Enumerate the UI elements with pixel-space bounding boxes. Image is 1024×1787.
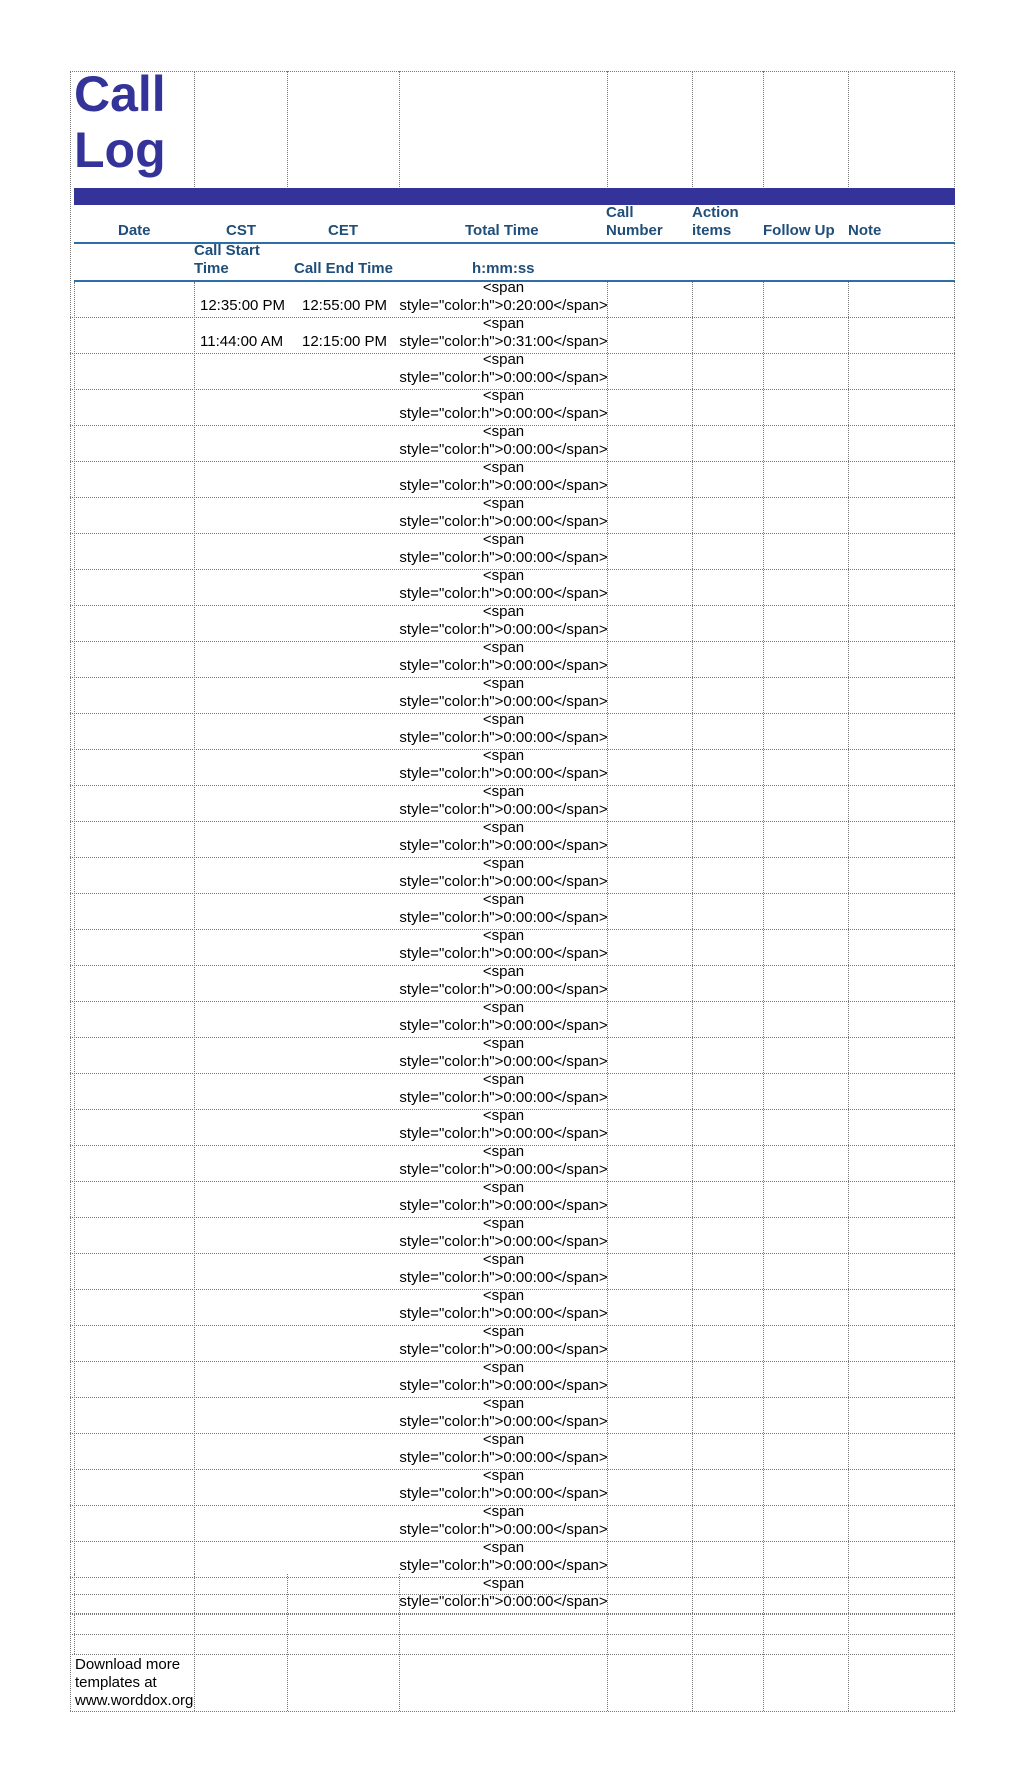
grid-line: [70, 1614, 955, 1615]
total-time-line1: <span: [482, 675, 525, 692]
total-time-line2: style="color:h">0:00:00</span>: [399, 1053, 608, 1070]
total-time-line1: <span: [482, 1503, 525, 1520]
total-time-line2: style="color:h">0:00:00</span>: [399, 1089, 608, 1106]
date-cell[interactable]: [74, 857, 194, 893]
col-subheader-call-end: Call End Time: [294, 260, 393, 277]
date-cell[interactable]: [74, 713, 194, 749]
date-cell[interactable]: [74, 533, 194, 569]
total-time-line2: style="color:h">0:00:00</span>: [399, 441, 608, 458]
col-header-call-number: Call Number: [606, 204, 663, 239]
total-time-line1: <span: [482, 1359, 525, 1376]
col-header-total-time: Total Time: [465, 222, 539, 239]
total-time-cell: [399, 675, 608, 711]
table-row: [70, 1469, 955, 1506]
table-row: [70, 785, 955, 822]
total-time-cell: [399, 1107, 608, 1143]
table-row: [70, 1577, 955, 1614]
total-time-cell: [399, 1503, 608, 1539]
total-time-line1: <span: [482, 891, 525, 908]
total-time-line2: style="color:h">0:00:00</span>: [399, 1269, 608, 1286]
call-start-time[interactable]: 12:35:00 PM: [200, 297, 286, 314]
total-time-line1: <span: [482, 1575, 525, 1592]
grid-line: [70, 1654, 955, 1655]
total-time-line1: <span: [482, 999, 525, 1016]
total-time-cell: [399, 639, 608, 675]
date-cell[interactable]: [74, 641, 194, 677]
total-time-cell: [399, 1143, 608, 1179]
grid-line: [287, 71, 288, 187]
total-time-cell: [399, 1431, 608, 1467]
date-cell[interactable]: [74, 1217, 194, 1253]
date-cell[interactable]: [74, 1001, 194, 1037]
total-time-line2: style="color:h">0:00:00</span>: [399, 1377, 608, 1394]
total-time-line1: <span: [482, 819, 525, 836]
grid-line: [70, 1711, 955, 1712]
total-time-cell: [399, 1035, 608, 1071]
table-row: [70, 1145, 955, 1182]
date-cell[interactable]: [74, 425, 194, 461]
total-time-cell: [399, 783, 608, 819]
total-time-cell: [399, 1215, 608, 1251]
date-cell[interactable]: [74, 1289, 194, 1325]
total-time-line1: <span: [482, 1179, 525, 1196]
table-row: [70, 965, 955, 1002]
date-cell[interactable]: [74, 1469, 194, 1505]
table-row: [70, 569, 955, 606]
total-time-cell: [399, 999, 608, 1035]
date-cell[interactable]: [74, 1073, 194, 1109]
table-row: [70, 281, 955, 318]
total-time-line2: style="color:h">0:00:00</span>: [399, 873, 608, 890]
grid-line: [399, 71, 400, 187]
grid-line: [194, 71, 195, 187]
table-row: [70, 353, 955, 390]
total-time-cell: [399, 1395, 608, 1431]
total-time-cell: [399, 351, 608, 387]
total-time-cell: [399, 567, 608, 603]
total-time-line2: style="color:h">0:00:00</span>: [399, 513, 608, 530]
total-time-line1: <span: [482, 1539, 525, 1556]
grid-line: [692, 71, 693, 187]
total-time-line2: style="color:h">0:00:00</span>: [399, 1233, 608, 1250]
total-time-cell: [399, 1575, 608, 1611]
total-time-line2: style="color:h">0:00:00</span>: [399, 621, 608, 638]
table-row: [70, 1397, 955, 1434]
total-time-line2: style="color:h">0:00:00</span>: [399, 765, 608, 782]
total-time-line2: style="color:h">0:00:00</span>: [399, 369, 608, 386]
grid-line: [70, 1594, 955, 1595]
total-time-cell: [399, 279, 608, 315]
date-cell[interactable]: [74, 1505, 194, 1541]
total-time-line1: <span: [482, 1071, 525, 1088]
date-cell[interactable]: [74, 893, 194, 929]
date-cell[interactable]: [74, 605, 194, 641]
total-time-line1: <span: [482, 495, 525, 512]
total-time-line1: <span: [482, 459, 525, 476]
total-time-line1: <span: [482, 1287, 525, 1304]
total-time-line1: <span: [482, 1215, 525, 1232]
total-time-line1: <span: [482, 927, 525, 944]
total-time-line2: style="color:h">0:00:00</span>: [399, 1125, 608, 1142]
table-row: [70, 821, 955, 858]
col-header-cet: CET: [328, 222, 358, 239]
call-start-time[interactable]: 11:44:00 AM: [200, 333, 284, 350]
total-time-line2: style="color:h">0:00:00</span>: [399, 981, 608, 998]
total-time-line2: style="color:h">0:00:00</span>: [399, 1305, 608, 1322]
table-row: [70, 317, 955, 354]
table-row: [70, 1505, 955, 1542]
total-time-line1: <span: [482, 567, 525, 584]
total-time-cell: [399, 747, 608, 783]
total-time-line2: style="color:h">0:00:00</span>: [399, 405, 608, 422]
total-time-line2: style="color:h">0:00:00</span>: [399, 1341, 608, 1358]
table-row: [70, 1217, 955, 1254]
total-time-line1: <span: [482, 423, 525, 440]
col-subheader-call-start: Call Start Time: [194, 242, 260, 277]
col-header-action-items: Action items: [692, 204, 739, 239]
total-time-line1: <span: [482, 855, 525, 872]
total-time-cell: [399, 711, 608, 747]
total-time-cell: [399, 1179, 608, 1215]
total-time-line2: style="color:h">0:00:00</span>: [399, 1485, 608, 1502]
grid-line: [70, 71, 955, 72]
table-row: [70, 533, 955, 570]
total-time-line1: <span: [482, 1143, 525, 1160]
table-row: [70, 605, 955, 642]
total-time-line1: <span: [482, 963, 525, 980]
date-cell[interactable]: [74, 785, 194, 821]
total-time-cell: [399, 1287, 608, 1323]
total-time-line1: <span: [482, 387, 525, 404]
total-time-cell: [399, 387, 608, 423]
table-row: [70, 1325, 955, 1362]
table-row: [70, 1433, 955, 1470]
date-cell[interactable]: [74, 677, 194, 713]
table-row: [70, 1361, 955, 1398]
grid-line: [607, 71, 608, 187]
total-time-cell: [399, 531, 608, 567]
total-time-cell: [399, 315, 608, 351]
total-time-cell: [399, 1359, 608, 1395]
footer-link-text: Download more templates at www.worddox.org: [75, 1656, 194, 1709]
call-end-time[interactable]: 12:15:00 PM: [302, 333, 388, 350]
total-time-line1: <span: [482, 1431, 525, 1448]
total-time-line2: style="color:h">0:00:00</span>: [399, 657, 608, 674]
date-cell[interactable]: [74, 1253, 194, 1289]
total-time-line1: <span: [482, 351, 525, 368]
date-cell[interactable]: [74, 1109, 194, 1145]
table-row: [70, 641, 955, 678]
date-cell[interactable]: [74, 1397, 194, 1433]
col-header-note: Note: [848, 222, 882, 239]
col-header-cst: CST: [226, 222, 256, 239]
total-time-line2: style="color:h">0:00:00</span>: [399, 1197, 608, 1214]
call-end-time[interactable]: 12:55:00 PM: [302, 297, 388, 314]
total-time-cell: [399, 819, 608, 855]
total-time-cell: [399, 927, 608, 963]
grid-line: [848, 71, 849, 187]
date-cell[interactable]: [74, 497, 194, 533]
grid-line: [70, 1634, 955, 1635]
total-time-cell: [399, 891, 608, 927]
table-row: [70, 1253, 955, 1290]
table-row: [70, 677, 955, 714]
date-cell[interactable]: [74, 1577, 194, 1613]
page-title: Call Log: [74, 66, 166, 178]
total-time-cell: [399, 855, 608, 891]
total-time-cell: [399, 1251, 608, 1287]
total-time-cell: [399, 1323, 608, 1359]
col-header-date: Date: [118, 222, 151, 239]
date-cell[interactable]: [74, 1433, 194, 1469]
total-time-cell: [399, 1467, 608, 1503]
date-cell[interactable]: [74, 281, 194, 317]
date-cell[interactable]: [74, 569, 194, 605]
table-row: [70, 1541, 955, 1578]
total-time-line2: style="color:h">0:00:00</span>: [399, 549, 608, 566]
date-cell[interactable]: [74, 1541, 194, 1577]
total-time-line2: style="color:h">0:00:00</span>: [399, 801, 608, 818]
total-time-line2: style="color:h">0:00:00</span>: [399, 1593, 608, 1610]
total-time-line1: <span: [482, 639, 525, 656]
total-time-line2: style="color:h">0:00:00</span>: [399, 693, 608, 710]
date-cell[interactable]: [74, 1325, 194, 1361]
date-cell[interactable]: [74, 353, 194, 389]
total-time-line2: style="color:h">0:00:00</span>: [399, 1017, 608, 1034]
total-time-line1: <span: [482, 1107, 525, 1124]
date-cell[interactable]: [74, 1145, 194, 1181]
total-time-line2: style="color:h">0:00:00</span>: [399, 1557, 608, 1574]
col-header-follow-up: Follow Up: [763, 222, 835, 239]
table-row: [70, 929, 955, 966]
table-row: [70, 425, 955, 462]
table-row: [70, 857, 955, 894]
date-cell[interactable]: [74, 1181, 194, 1217]
table-row: [70, 713, 955, 750]
table-row: [70, 1073, 955, 1110]
total-time-line1: <span: [482, 603, 525, 620]
total-time-line2: style="color:h">0:20:00</span>: [399, 297, 608, 314]
total-time-line1: <span: [482, 1035, 525, 1052]
total-time-line1: <span: [482, 279, 525, 296]
table-row: [70, 893, 955, 930]
col-subheader-format: h:mm:ss: [472, 260, 535, 277]
date-cell[interactable]: [74, 317, 194, 353]
total-time-line2: style="color:h">0:31:00</span>: [399, 333, 608, 350]
total-time-cell: [399, 963, 608, 999]
grid-line: [763, 71, 764, 187]
date-cell[interactable]: [74, 461, 194, 497]
date-cell[interactable]: [74, 929, 194, 965]
total-time-line1: <span: [482, 1467, 525, 1484]
table-row: [70, 1001, 955, 1038]
header-bar: [74, 188, 955, 205]
total-time-line1: <span: [482, 531, 525, 548]
total-time-cell: [399, 1539, 608, 1575]
date-cell[interactable]: [74, 389, 194, 425]
total-time-line2: style="color:h">0:00:00</span>: [399, 1413, 608, 1430]
total-time-line2: style="color:h">0:00:00</span>: [399, 909, 608, 926]
table-row: [70, 497, 955, 534]
total-time-cell: [399, 1071, 608, 1107]
table-row: [70, 749, 955, 786]
total-time-line1: <span: [482, 315, 525, 332]
total-time-cell: [399, 423, 608, 459]
total-time-cell: [399, 603, 608, 639]
table-row: [70, 1181, 955, 1218]
total-time-cell: [399, 459, 608, 495]
total-time-line2: style="color:h">0:00:00</span>: [399, 585, 608, 602]
date-cell[interactable]: [74, 821, 194, 857]
total-time-line2: style="color:h">0:00:00</span>: [399, 945, 608, 962]
table-row: [70, 1037, 955, 1074]
total-time-line2: style="color:h">0:00:00</span>: [399, 477, 608, 494]
total-time-line1: <span: [482, 1395, 525, 1412]
total-time-line2: style="color:h">0:00:00</span>: [399, 1449, 608, 1466]
total-time-cell: [399, 495, 608, 531]
total-time-line2: style="color:h">0:00:00</span>: [399, 1521, 608, 1538]
total-time-line1: <span: [482, 783, 525, 800]
total-time-line2: style="color:h">0:00:00</span>: [399, 837, 608, 854]
table-row: [70, 1109, 955, 1146]
total-time-line2: style="color:h">0:00:00</span>: [399, 1161, 608, 1178]
total-time-line1: <span: [482, 711, 525, 728]
date-cell[interactable]: [74, 1037, 194, 1073]
table-row: [70, 1289, 955, 1326]
total-time-line1: <span: [482, 1323, 525, 1340]
table-row: [70, 461, 955, 498]
total-time-line1: <span: [482, 1251, 525, 1268]
total-time-line2: style="color:h">0:00:00</span>: [399, 729, 608, 746]
date-cell[interactable]: [74, 965, 194, 1001]
table-row: [70, 389, 955, 426]
total-time-line1: <span: [482, 747, 525, 764]
date-cell[interactable]: [74, 749, 194, 785]
date-cell[interactable]: [74, 1361, 194, 1397]
